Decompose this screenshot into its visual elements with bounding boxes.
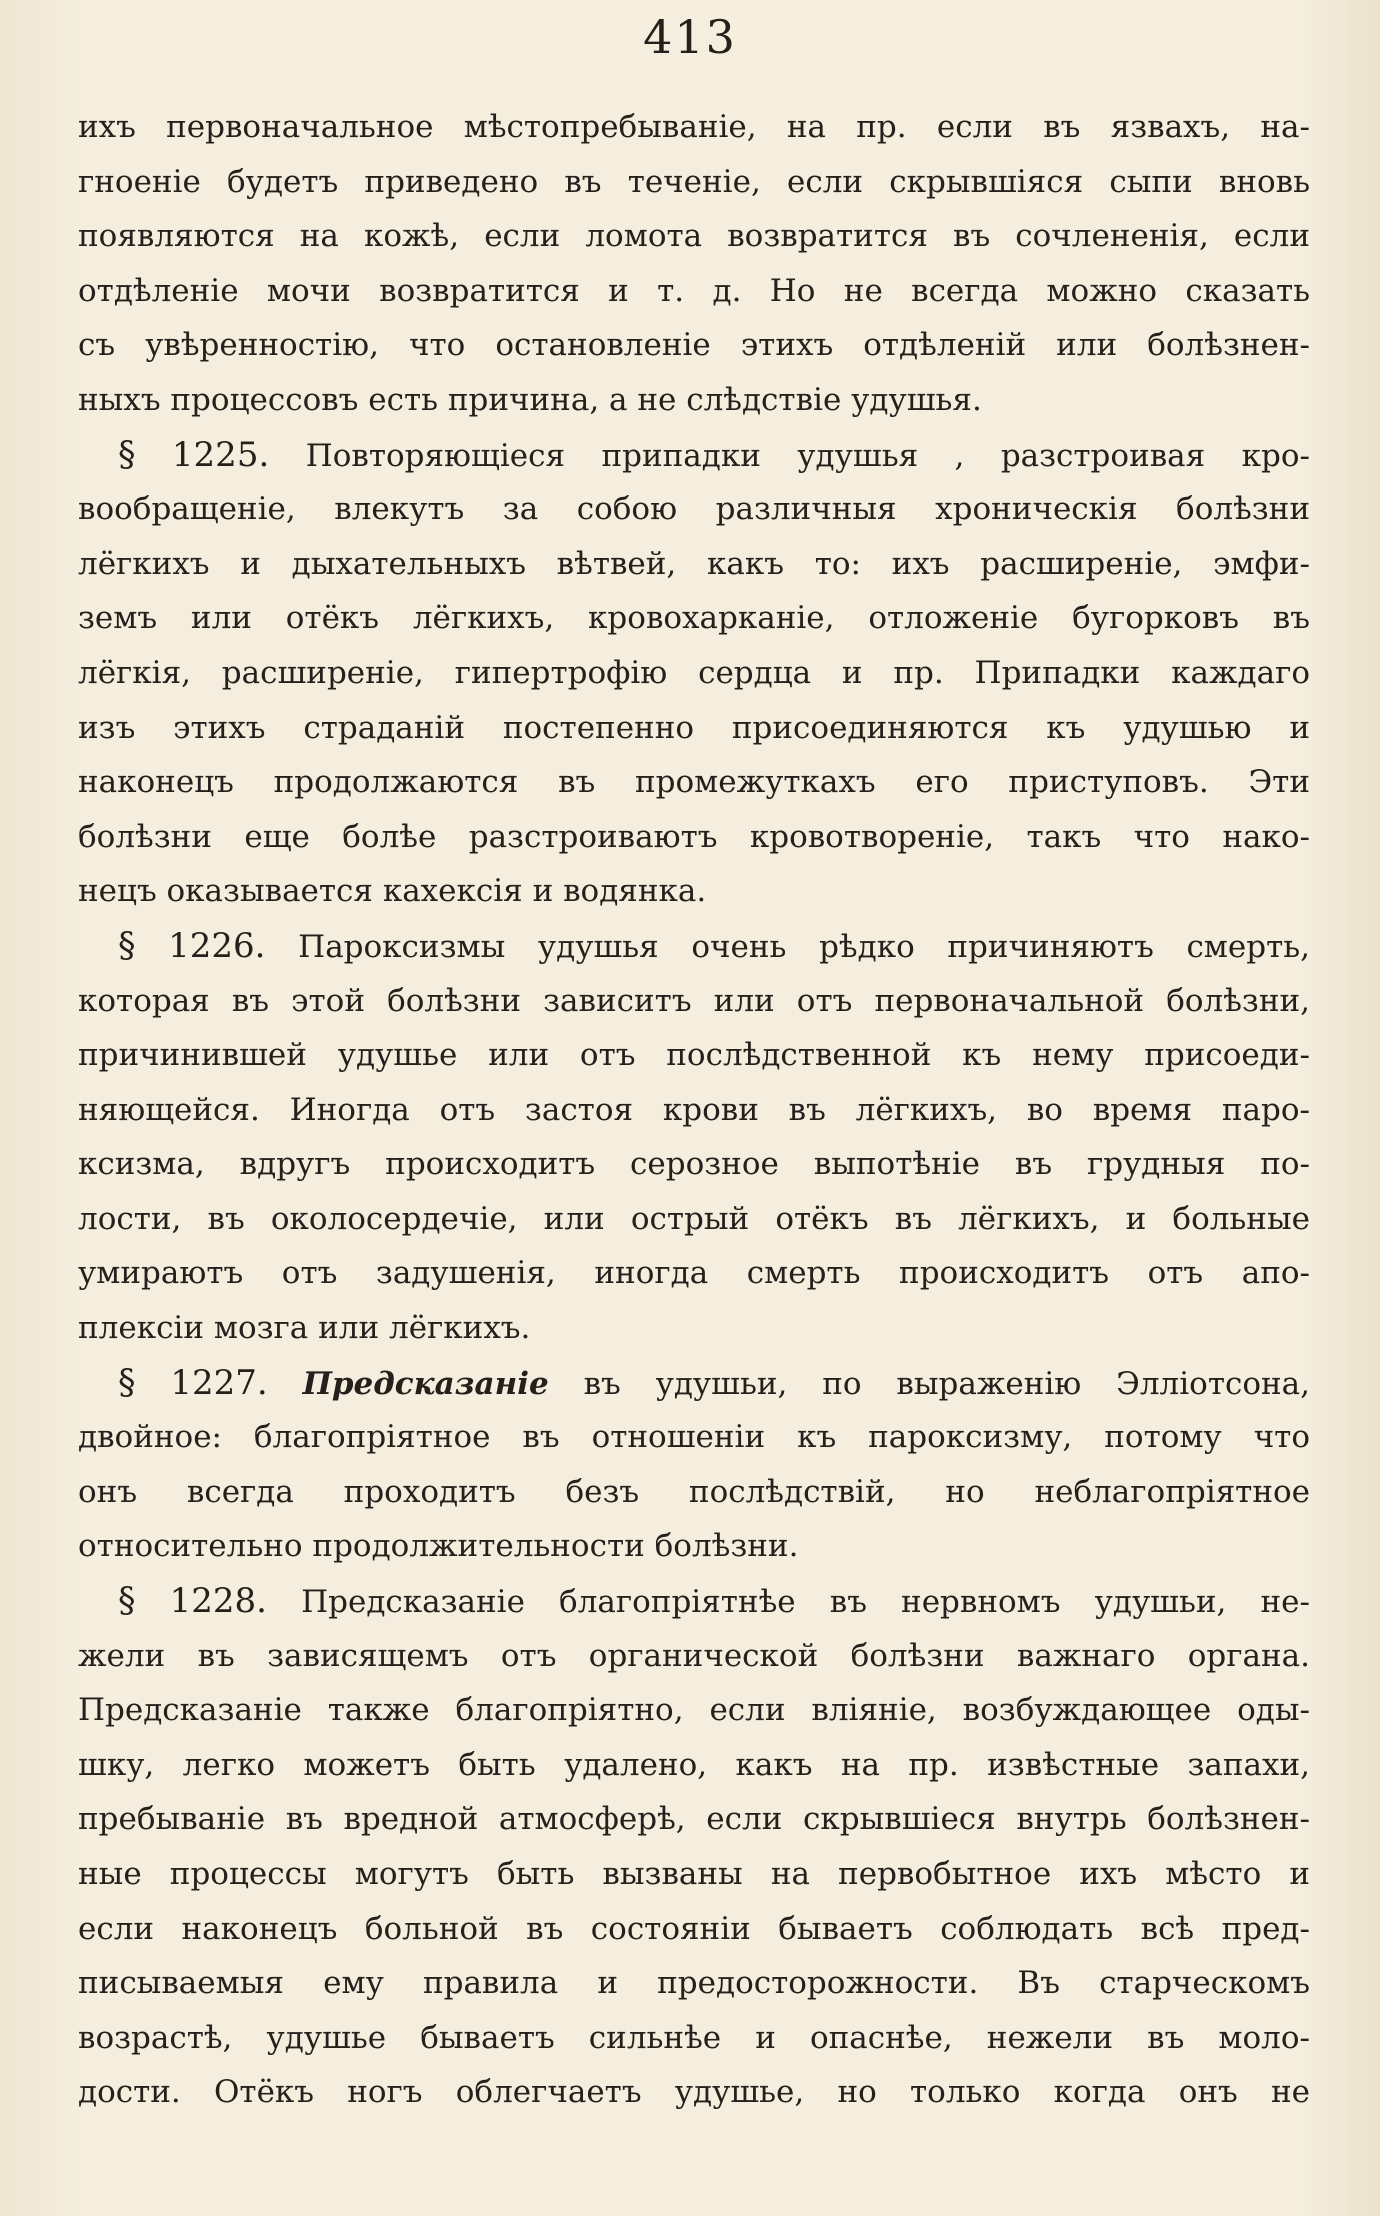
section-sign: § bbox=[118, 925, 136, 966]
text-line: лёгкія, расширеніе, гипертрофію сердца и пр. Припадки каждаго bbox=[78, 654, 1310, 691]
first-line-text: въ удушьи, по выраженію Эллiотсона, bbox=[583, 1365, 1310, 1402]
text-line: двойное: благопріятное въ отношеніи къ пароксизму, потому что bbox=[78, 1419, 1310, 1456]
text-line: вообращеніе, влекутъ за собою различныя хроническія болѣзни bbox=[78, 491, 1310, 528]
first-line-text: Повторяющіеся припадки удушья , разстроивая кро- bbox=[305, 437, 1310, 474]
text-line: ихъ первоначальное мѣстопребываніе, на пр. если въ язвахъ, на- bbox=[78, 109, 1310, 145]
page-number: 413 bbox=[643, 10, 737, 64]
section-sign: § bbox=[118, 434, 136, 475]
section-number: 1228. bbox=[169, 1581, 267, 1622]
section-sign: § bbox=[118, 1581, 136, 1622]
text-line: ныхъ процессовъ есть причина, а не слѣдствіе удушья. bbox=[78, 381, 982, 418]
emphasized-term: Предсказаніе bbox=[302, 1365, 549, 1402]
text-line: съ увѣренностію, что остановленіе этихъ отдѣленій или болѣзнен- bbox=[78, 327, 1310, 364]
paragraph-first-line bbox=[78, 1574, 1310, 1629]
text-line: шку, легко можетъ быть удалено, какъ на пр. извѣстные запахи, bbox=[78, 1746, 1310, 1783]
text-line: гноеніе будетъ приведено въ теченіе, если скрывшіяся сыпи вновь bbox=[78, 163, 1310, 200]
paragraph-1225 bbox=[78, 428, 1310, 919]
section-sign: § bbox=[118, 1362, 136, 1403]
first-line-text: Предсказаніе благопріятнѣе въ нервномъ удушьи, не- bbox=[301, 1584, 1310, 1621]
text-line: изъ этихъ страданій постепенно присоединяются къ удушью и bbox=[78, 709, 1310, 746]
section-number: 1227. bbox=[170, 1362, 268, 1403]
text-line: плексіи мозга или лёгкихъ. bbox=[78, 1310, 531, 1347]
text-line: ные процессы могутъ быть вызваны на первобытное ихъ мѣсто и bbox=[78, 1856, 1310, 1892]
text-line: дости. Отёкъ ногъ облегчаетъ удушье, но только когда онъ не bbox=[78, 2074, 1310, 2111]
text-line: болѣзни еще болѣе разстроиваютъ кровотвореніе, такъ что нако- bbox=[78, 818, 1310, 855]
text-line: появляются на кожѣ, если ломота возвратится въ сочлененія, если bbox=[78, 218, 1310, 255]
section-number: 1226. bbox=[168, 925, 266, 966]
paragraph-first-line bbox=[78, 428, 1310, 483]
text-line: пребываніе въ вредной атмосферѣ, если скрывшіеся внутрь болѣзнен- bbox=[78, 1801, 1310, 1838]
text-line: умираютъ отъ задушенія, иногда смерть происходитъ отъ апо- bbox=[78, 1255, 1310, 1292]
paragraph-1226 bbox=[78, 919, 1310, 1356]
text-line: онъ всегда проходитъ безъ послѣдствій, но неблагопріятное bbox=[78, 1473, 1310, 1510]
text-line: писываемыя ему правила и предосторожности. Въ старческомъ bbox=[78, 1965, 1310, 2002]
paragraph bbox=[78, 100, 1310, 428]
text-line: нецъ оказывается кахексія и водянка. bbox=[78, 873, 707, 910]
first-line-text: Пароксизмы удушья очень рѣдко причиняютъ смерть, bbox=[298, 928, 1310, 965]
text-line: относительно продолжительности болѣзни. bbox=[78, 1528, 799, 1565]
text-line: отдѣленіе мочи возвратится и т. д. Но не всегда можно сказать bbox=[78, 272, 1310, 309]
text-line: лости, въ околосердечіе, или острый отёкъ въ лёгкихъ, и больные bbox=[78, 1200, 1310, 1237]
paragraph-1227 bbox=[78, 1356, 1310, 1574]
text-line: если наконецъ больной въ состояніи бываетъ соблюдать всѣ пред- bbox=[78, 1910, 1310, 1947]
text-body bbox=[78, 100, 1310, 2120]
paragraph-first-line bbox=[78, 1356, 1310, 1411]
text-line: няющейся. Иногда отъ застоя крови въ лёгкихъ, во время паро- bbox=[78, 1091, 1310, 1128]
paragraph-1228 bbox=[78, 1574, 1310, 2120]
text-line: возрастѣ, удушье бываетъ сильнѣе и опаснѣе, нежели въ моло- bbox=[78, 2019, 1310, 2056]
text-line: ксизма, вдругъ происходитъ серозное выпотѣніе въ грудныя по- bbox=[78, 1146, 1310, 1183]
text-line: которая въ этой болѣзни зависитъ или отъ первоначальной болѣзни, bbox=[78, 982, 1310, 1019]
text-line: наконецъ продолжаются въ промежуткахъ его приступовъ. Эти bbox=[78, 764, 1310, 801]
text-line: земъ или отёкъ лёгкихъ, кровохарканіе, отложеніе бугорковъ въ bbox=[78, 600, 1310, 637]
section-number: 1225. bbox=[171, 434, 270, 475]
text-line: причинившей удушье или отъ послѣдственной къ нему присоеди- bbox=[78, 1037, 1310, 1074]
text-line: Предсказаніе также благопріятно, если вліяніе, возбуждающее оды- bbox=[78, 1692, 1310, 1729]
text-line: жели въ зависящемъ отъ органической болѣзни важнаго органа. bbox=[78, 1637, 1310, 1674]
paragraph-first-line bbox=[78, 919, 1310, 974]
text-line: лёгкихъ и дыхательныхъ вѣтвей, какъ то: ихъ расширеніе, эмфи- bbox=[78, 545, 1310, 582]
